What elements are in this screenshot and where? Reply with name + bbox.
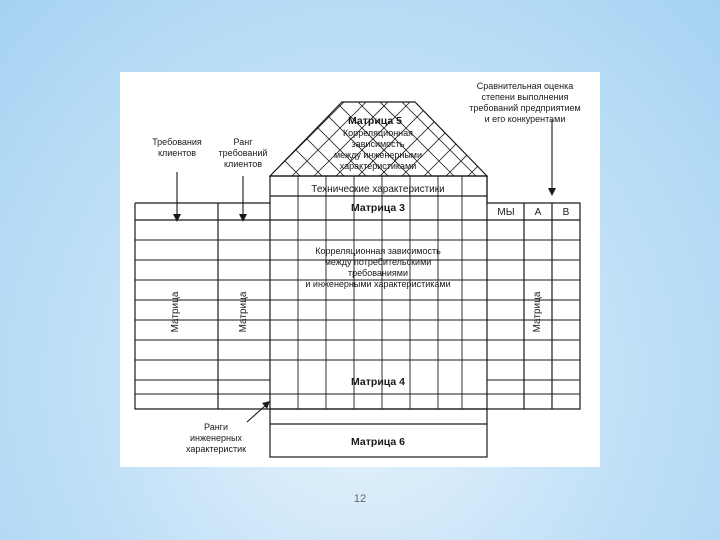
rank-label-3: клиентов <box>223 159 263 169</box>
center-text-3: требованиями <box>348 268 408 278</box>
eng-ranks-label-2: инженерных <box>190 433 242 443</box>
roof-line-3: между инженерными <box>333 150 423 160</box>
matrix4-title: Матрица 4 <box>351 376 405 388</box>
comparison-label-1: Сравнительная оценка <box>476 81 574 91</box>
center-text-1: Корреляционная зависимость <box>315 246 441 256</box>
center-text-2: между потребительскими <box>324 257 432 267</box>
comparison-label-4: и его конкурентами <box>484 114 566 124</box>
page-number: 12 <box>353 493 367 505</box>
eng-ranks-label-3: характеристик <box>185 444 247 454</box>
roof-line-4: характеристиками <box>339 161 417 171</box>
right-matrix-label: Матрица <box>532 291 543 333</box>
roof-line-2: зависимость <box>351 139 405 149</box>
house-of-quality-figure <box>120 72 600 467</box>
requirements-label-1: Требования <box>152 137 202 147</box>
requirements-label-2: клиентов <box>157 148 197 158</box>
matrix3-title: Матрица 3 <box>351 202 405 214</box>
roof-line-1: Корреляционная <box>342 128 414 138</box>
eng-ranks-label-1: Ранги <box>204 422 228 432</box>
left-matrix-label-a: Матрица <box>170 291 181 333</box>
comparison-label-2: степени выполнения <box>481 92 569 102</box>
competitor-us: МЫ <box>497 207 515 218</box>
matrix6-title: Матрица 6 <box>351 436 405 448</box>
competitor-b: В <box>562 207 570 218</box>
competitor-a: А <box>534 207 542 218</box>
rank-label-2: требований <box>218 148 268 158</box>
matrix5-title: Матрица 5 <box>348 115 402 127</box>
matrix6-box <box>270 409 487 457</box>
tech-characteristics-header: Технические характеристики <box>311 184 445 195</box>
house-of-quality-diagram <box>120 72 600 467</box>
rank-label-1: Ранг <box>233 137 253 147</box>
left-matrix-label-b: Матрица <box>238 291 249 333</box>
center-text-4: и инженерными характеристиками <box>305 279 451 289</box>
left-grid-rows <box>135 240 270 394</box>
comparison-label-3: требований предприятием <box>469 103 581 113</box>
